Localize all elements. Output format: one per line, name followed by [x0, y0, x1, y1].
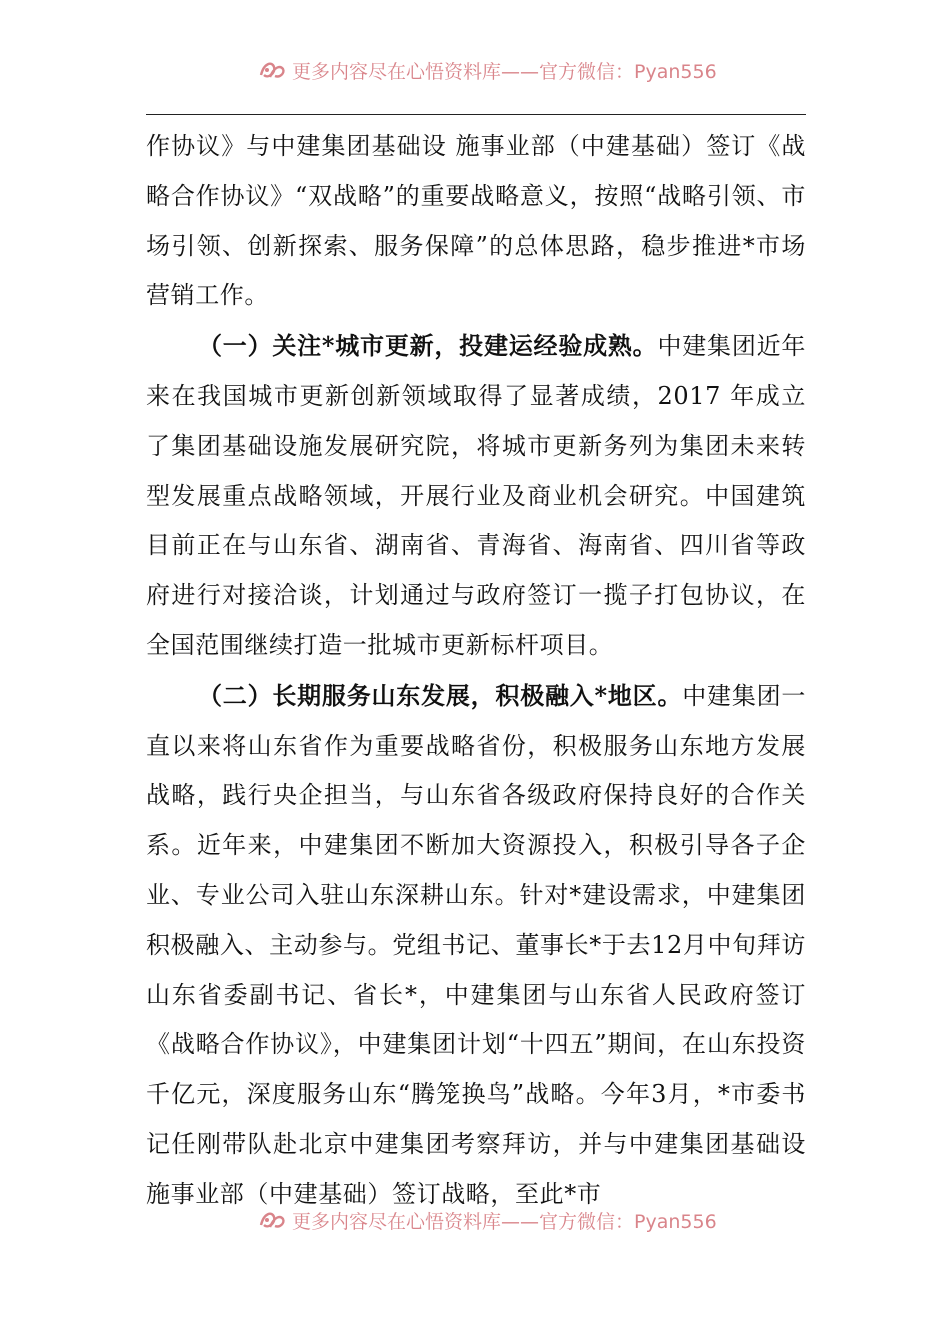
watermark-text: 更多内容尽在心悟资料库——官方微信：Pyan556 — [292, 1210, 717, 1233]
document-body — [146, 122, 806, 1220]
paragraph-text: 作协议》与中建集团基础设 施事业部（中建基础）签订《战略合作协议》“双战略”的重要战略意义，按照“战略引领、市场引领、创新探索、服务保障”的总体思路，稳步推进*市场营销工作。 — [146, 132, 806, 310]
watermark-logo-icon — [258, 1209, 286, 1231]
section-2-heading: （二）长期服务山东发展，积极融入*地区。 — [198, 680, 683, 710]
paragraph-section-2 — [146, 671, 806, 1220]
section-1-text: 中建集团近年来在我国城市更新创新领域取得了显著成绩，2017 年成立了集团基础设施发展研究院，将城市更新务列为集团未来转型发展重点战略领域，开展行业及商业机会研究。中国建筑目前正在与山东省、湖南省、青海省、海南省、四川省等政府进行对接洽谈，计划通过与政府签订一揽子打包协议，在全国范围继续打造一批城市更新标杆项目。 — [146, 332, 806, 659]
paragraph-section-1 — [146, 321, 806, 671]
footer-watermark — [258, 1206, 717, 1234]
header-watermark — [258, 56, 717, 84]
header-rule — [146, 114, 806, 115]
paragraph-continuation — [146, 122, 806, 321]
section-2-text: 中建集团一直以来将山东省作为重要战略省份，积极服务山东地方发展战略，践行央企担当，与山东省各级政府保持良好的合作关系。近年来，中建集团不断加大资源投入，积极引导各子企业、专业公司入驻山东深耕山东。针对*建设需求，中建集团积极融入、主动参与。党组书记、董事长*于去12月中旬拜访山东省委副书记、省长*，中建集团与山东省人民政府签订《战略合作协议》，中建集团计划“十四五”期间，在山东投资千亿元，深度服务山东“腾笼换鸟”战略。今年3月，*市委书记任刚带队赴北京中建集团考察拜访，并与中建集团基础设施事业部（中建基础）签订战略，至此*市 — [146, 681, 806, 1208]
section-1-heading: （一）关注*城市更新，投建运经验成熟。 — [198, 331, 658, 361]
watermark-logo-icon — [258, 59, 286, 81]
watermark-text: 更多内容尽在心悟资料库——官方微信：Pyan556 — [292, 60, 717, 83]
